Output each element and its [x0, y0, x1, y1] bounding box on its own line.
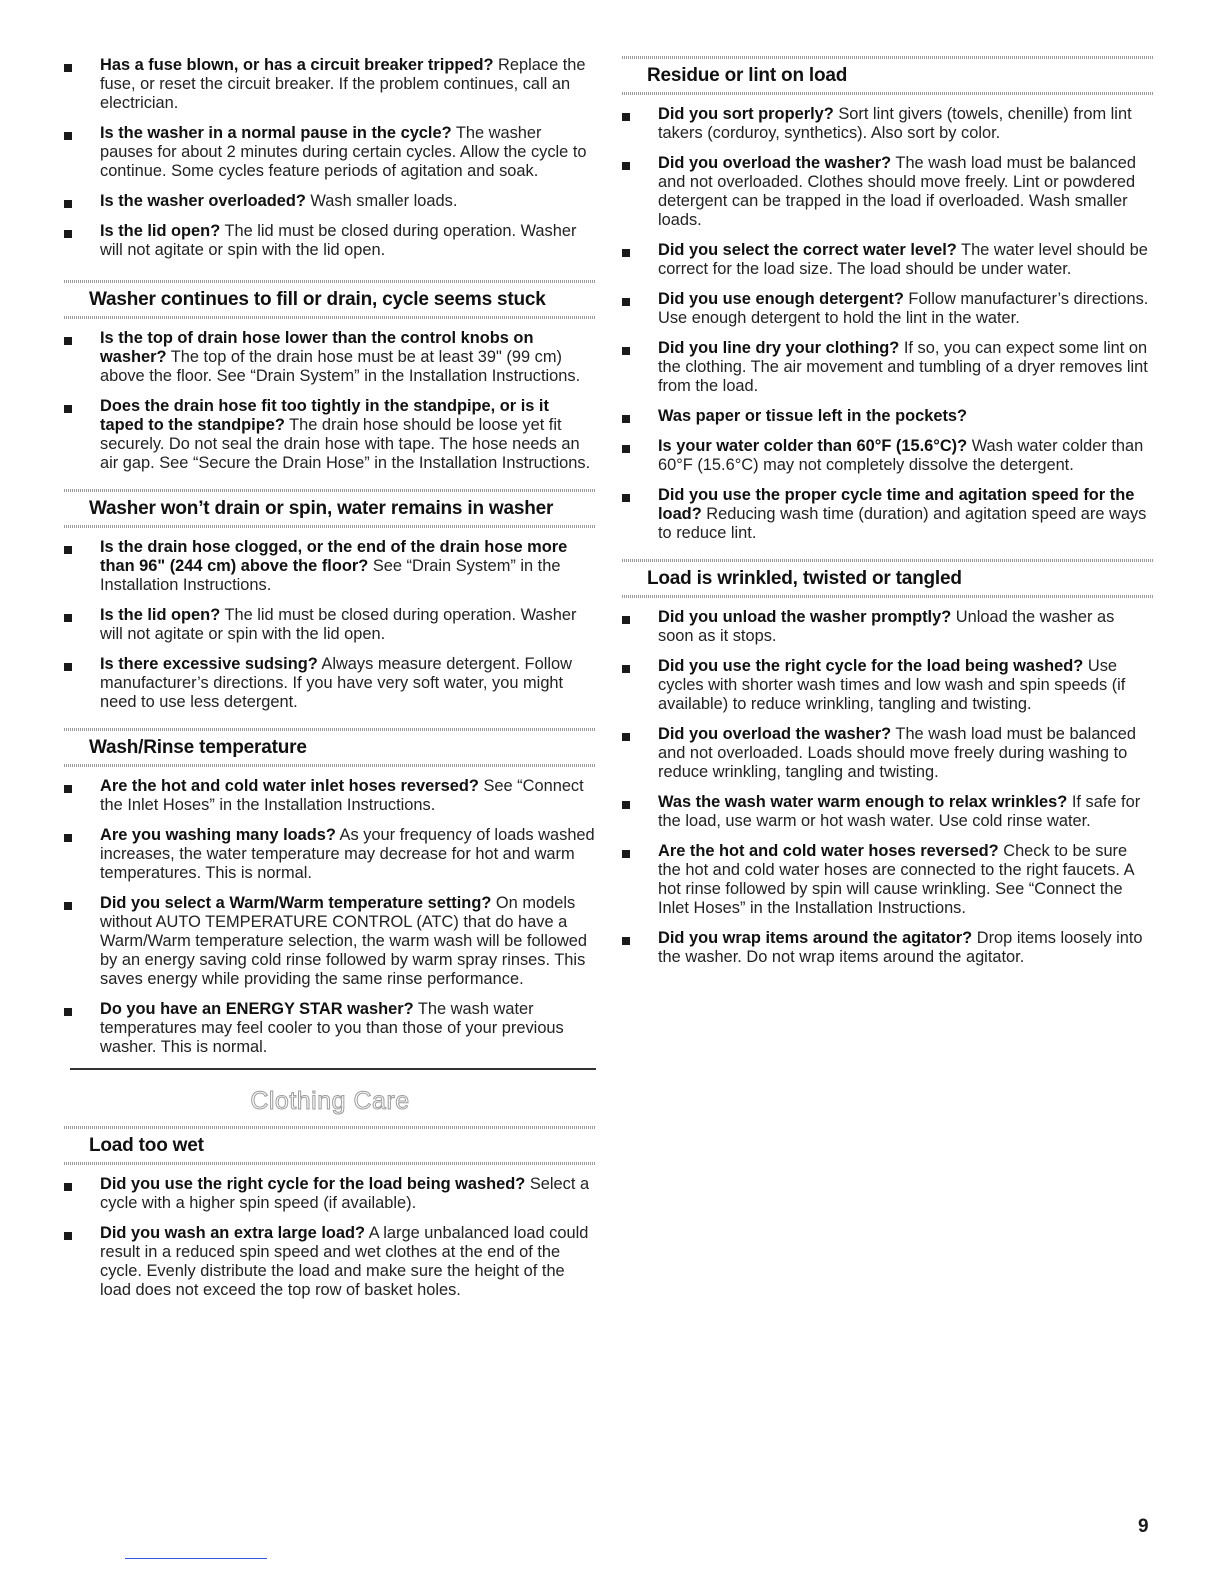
answer: The drain hose should be loose yet fit securely. Do not seal the drain hose with tape. The hose needs an air gap. See “Secure the Drain Hose” in the Installation Instructions.	[100, 416, 591, 472]
list-item	[622, 486, 1154, 543]
list-item	[622, 105, 1154, 143]
dotted-divider	[64, 1162, 596, 1165]
dotted-divider	[64, 764, 596, 767]
list-item	[622, 290, 1154, 328]
section-header	[64, 489, 596, 528]
list-item	[622, 241, 1154, 279]
right-column	[622, 56, 1154, 978]
question: Does the drain hose fit too tightly in the standpipe, or is it taped to the standpipe?	[100, 397, 549, 434]
question: Has a fuse blown, or has a circuit breaker tripped?	[100, 56, 494, 74]
question: Did you use the right cycle for the load being washed?	[100, 1175, 526, 1193]
bullet-icon	[64, 1008, 72, 1016]
list-item	[64, 1175, 596, 1213]
bullet-icon	[64, 902, 72, 910]
section-title: Load is wrinkled, twisted or tangled	[647, 568, 962, 589]
answer: The wash load must be balanced and not overloaded. Clothes should move freely. Lint or powdered detergent can be trapped in the load if overloaded. Wash smaller loads.	[658, 154, 1136, 229]
question: Did you wrap items around the agitator?	[658, 929, 973, 947]
bullet-icon	[64, 405, 72, 413]
answer: On models without AUTO TEMPERATURE CONTROL (ATC) that do have a Warm/Warm temperature selection, the warm wash will be followed by an energy saving cold rinse followed by warm spray rinses. This saves energy while providing the same rinse performance.	[100, 894, 588, 988]
bullet-icon	[622, 113, 630, 121]
bullet-icon	[622, 616, 630, 624]
bullet-icon	[64, 1183, 72, 1191]
bullet-icon	[64, 614, 72, 622]
bullet-icon	[622, 494, 630, 502]
question: Was paper or tissue left in the pockets?	[658, 407, 968, 425]
question: Is the lid open?	[100, 606, 221, 624]
bullet-icon	[622, 801, 630, 809]
question: Was the wash water warm enough to relax wrinkles?	[658, 793, 1068, 811]
question: Is the washer in a normal pause in the cycle?	[100, 124, 452, 142]
question: Is your water colder than 60°F (15.6°C)?	[658, 437, 968, 455]
bullet-icon	[622, 445, 630, 453]
dotted-divider	[622, 595, 1154, 598]
question: Is the drain hose clogged, or the end of the drain hose more than 96" (244 cm) above the floor?	[100, 538, 568, 575]
list-item	[622, 608, 1154, 646]
dotted-divider	[64, 525, 596, 528]
section-residue-lint	[622, 56, 1154, 543]
answer: The lid must be closed during operation. Washer will not agitate or spin with the lid open.	[100, 606, 577, 643]
question: Did you use the proper cycle time and agitation speed for the load?	[658, 486, 1135, 523]
bullet-icon	[622, 162, 630, 170]
question: Did you use the right cycle for the load being washed?	[658, 657, 1084, 675]
answer: If safe for the load, use warm or hot wash water. Use cold rinse water.	[658, 793, 1141, 830]
bullet-icon	[622, 733, 630, 741]
question: Is the washer overloaded?	[100, 192, 306, 210]
footer-line	[125, 1558, 267, 1559]
answer: See “Drain System” in the Installation Instructions.	[100, 557, 561, 594]
list-item	[64, 329, 596, 386]
question: Did you line dry your clothing?	[658, 339, 900, 357]
list-item	[64, 124, 596, 181]
section-header	[622, 559, 1154, 598]
answer: Replace the fuse, or reset the circuit breaker. If the problem continues, call an electrician.	[100, 56, 586, 112]
section-header	[64, 1126, 596, 1165]
list-item	[64, 655, 596, 712]
clothing-care-title: Clothing Care	[250, 1087, 410, 1115]
list-item	[64, 1224, 596, 1300]
bullet-icon	[622, 249, 630, 257]
answer: Reducing wash time (duration) and agitation speed are ways to reduce lint.	[658, 505, 1147, 542]
bullet-icon	[622, 415, 630, 423]
bullet-icon	[64, 1232, 72, 1240]
list-item	[622, 339, 1154, 396]
answer: Drop items loosely into the washer. Do not wrap items around the agitator.	[658, 929, 1143, 966]
list-item	[64, 192, 596, 211]
answer: Wash smaller loads.	[305, 192, 458, 210]
section-wrinkled	[622, 559, 1154, 967]
list-item	[622, 437, 1154, 475]
bullet-icon	[64, 663, 72, 671]
list-item	[64, 1000, 596, 1057]
section-header	[622, 56, 1154, 95]
section-load-too-wet	[64, 1126, 596, 1300]
answer: The wash water temperatures may feel cooler to you than those of your previous washer. This is normal.	[100, 1000, 564, 1056]
intro-list	[64, 56, 596, 260]
bullet-icon	[622, 665, 630, 673]
bullet-icon	[64, 230, 72, 238]
bullet-icon	[64, 546, 72, 554]
section-title: Residue or lint on load	[647, 65, 848, 86]
question: Are the hot and cold water hoses reversed?	[658, 842, 999, 860]
list-item	[622, 842, 1154, 918]
answer: Follow manufacturer’s directions. Use enough detergent to hold the lint in the water.	[658, 290, 1149, 327]
section-title: Washer continues to fill or drain, cycle seems stuck	[89, 289, 546, 310]
section-header	[64, 728, 596, 767]
question: Did you use enough detergent?	[658, 290, 904, 308]
question: Is there excessive sudsing?	[100, 655, 318, 673]
list-item	[622, 929, 1154, 967]
list-item	[64, 222, 596, 260]
question: Is the lid open?	[100, 222, 221, 240]
answer: Wash water colder than 60°F (15.6°C) may not completely dissolve the detergent.	[658, 437, 1144, 474]
answer: See “Connect the Inlet Hoses” in the Installation Instructions.	[100, 777, 584, 814]
section-title: Load too wet	[89, 1135, 204, 1156]
list-item	[64, 606, 596, 644]
answer: Check to be sure the hot and cold water hoses are connected to the right faucets. A hot rinse followed by spin will cause wrinkling. See “Connect the Inlet Hoses” in the Installation Instructions.	[658, 842, 1134, 917]
bullet-icon	[64, 64, 72, 72]
list-item	[622, 154, 1154, 230]
question: Are the hot and cold water inlet hoses reversed?	[100, 777, 479, 795]
list-item	[64, 56, 596, 113]
answer: Select a cycle with a higher spin speed (if available).	[100, 1175, 590, 1212]
answer: The top of the drain hose must be at least 39" (99 cm) above the floor. See “Drain System” in the Installation Instructions.	[100, 348, 581, 385]
answer: A large unbalanced load could result in a reduced spin speed and wet clothes at the end of the cycle. Evenly distribute the load and make sure the height of the load does not exceed the top row of basket holes.	[100, 1224, 589, 1299]
list-item	[64, 397, 596, 473]
list-item	[622, 793, 1154, 831]
answer: Use cycles with shorter wash times and low wash and spin speeds (if available) to reduce wrinkling, tangling and twisting.	[658, 657, 1126, 713]
answer: Sort lint givers (towels, chenille) from lint takers (corduroy, synthetics). Also sort by color.	[658, 105, 1132, 142]
question: Did you wash an extra large load?	[100, 1224, 366, 1242]
question: Is the top of drain hose lower than the control knobs on washer?	[100, 329, 534, 366]
answer: As your frequency of loads washed increases, the water temperature may decrease for hot and warm temperatures. This is normal.	[100, 826, 595, 882]
bullet-icon	[622, 347, 630, 355]
answer: Unload the washer as soon as it stops.	[658, 608, 1115, 645]
dotted-divider	[64, 316, 596, 319]
section-title: Wash/Rinse temperature	[89, 737, 307, 758]
question: Do you have an ENERGY STAR washer?	[100, 1000, 414, 1018]
bullet-icon	[622, 850, 630, 858]
question: Did you select a Warm/Warm temperature setting?	[100, 894, 492, 912]
bullet-icon	[622, 298, 630, 306]
question: Did you sort properly?	[658, 105, 834, 123]
section-title: Washer won’t drain or spin, water remains in washer	[89, 498, 554, 519]
section-temperature	[64, 728, 596, 1057]
answer: Always measure detergent. Follow manufacturer’s directions. If you have very soft water, you might need to use less detergent.	[100, 655, 572, 711]
section-wont-drain	[64, 489, 596, 712]
answer: The washer pauses for about 2 minutes during certain cycles. Allow the cycle to continue. Some cycles feature periods of agitation and soak.	[100, 124, 587, 180]
list-item	[64, 777, 596, 815]
answer: The lid must be closed during operation. Washer will not agitate or spin with the lid open.	[100, 222, 577, 259]
bullet-icon	[64, 337, 72, 345]
left-column	[64, 56, 596, 1311]
bullet-icon	[64, 132, 72, 140]
question: Did you unload the washer promptly?	[658, 608, 952, 626]
list-item	[64, 894, 596, 989]
bullet-icon	[622, 937, 630, 945]
section-header	[64, 280, 596, 319]
answer: If so, you can expect some lint on the clothing. The air movement and tumbling of a dryer removes lint from the load.	[658, 339, 1148, 395]
answer: The wash load must be balanced and not overloaded. Loads should move freely during washing to reduce wrinkling, tangling and twisting.	[658, 725, 1136, 781]
list-item	[64, 538, 596, 595]
list-item	[622, 725, 1154, 782]
list-item	[64, 826, 596, 883]
bullet-icon	[64, 200, 72, 208]
question: Did you select the correct water level?	[658, 241, 957, 259]
question: Are you washing many loads?	[100, 826, 336, 844]
bullet-icon	[64, 834, 72, 842]
list-item	[622, 657, 1154, 714]
page-number: 9	[1138, 1516, 1149, 1537]
dotted-divider	[622, 92, 1154, 95]
answer: The water level should be correct for the load size. The load should be under water.	[658, 241, 1148, 278]
bullet-icon	[64, 785, 72, 793]
list-item	[622, 407, 1154, 426]
question: Did you overload the washer?	[658, 154, 892, 172]
section-fill-drain	[64, 280, 596, 473]
question: Did you overload the washer?	[658, 725, 892, 743]
